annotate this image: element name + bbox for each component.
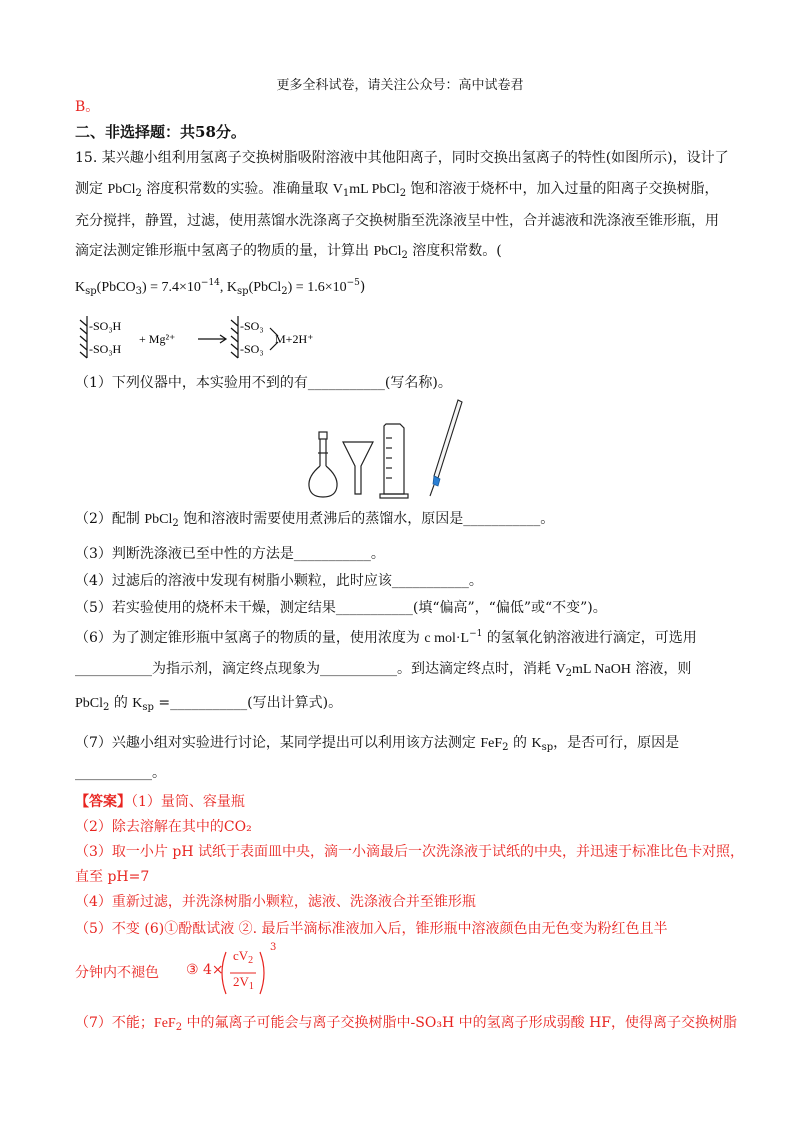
q15-para-3: 充分搅拌，静置，过滤，使用蒸馏水洗涤离子交换树脂至洗涤液呈中性，合并滤液和洗涤液至锥形瓶，用	[75, 213, 719, 229]
answer-2: （2）除去溶解在其中的CO₂	[75, 819, 252, 835]
answer-4: （4）重新过滤，并洗涤树脂小颗粒，滤液、洗涤液合并至锥形瓶	[75, 894, 476, 910]
answer-7: （7）不能；FeF$_2$ 中的氟离子可能会与离子交换树脂中-SO₃H 中的氢离子形成弱酸 HF，使得离子交换树脂	[75, 1015, 737, 1033]
ksp-values: $K_{sp}(PbCO_3) = 7.4\times 10^{-14}$, $K_{sp}(PbCl_2) = 1.6\times 10^{-5}$)	[75, 278, 366, 297]
section-title: 二、非选择题：共58分。	[75, 123, 246, 141]
burette-icon	[430, 400, 462, 496]
answer-3-line-2: 直至 pH=7	[75, 869, 150, 885]
sub-question-3: （3）判断洗涤液已至中性的方法是___________。	[75, 546, 385, 562]
so3-label-2: -SO₃	[240, 342, 264, 356]
so3-label-1: -SO₃	[240, 319, 264, 333]
answer-6-line-2: 分钟内不褪色	[75, 965, 159, 981]
so3h-label-2: -SO₃H	[89, 342, 122, 356]
sub-question-6-line-3: PbCl$_2$ 的 $K_{sp}$ =___________(写出计算式)。	[75, 695, 343, 713]
volumetric-flask-icon	[309, 432, 337, 497]
sub-question-2: （2）配制 PbCl$_2$ 饱和溶液时需要使用煮沸后的蒸馏水，原因是___________。	[75, 511, 555, 529]
page-header: 更多全科试卷，请关注公众号：高中试卷君	[276, 78, 524, 93]
apparatus-illustration	[300, 398, 470, 502]
sub-question-1: （1）下列仪器中，本实验用不到的有___________(写名称)。	[75, 375, 452, 391]
answer-1: 【答案】（1）量筒、容量瓶	[75, 794, 245, 810]
previous-answer: B。	[75, 99, 100, 115]
product-label: M+2H⁺	[275, 332, 314, 346]
so3h-label-1: -SO₃H	[89, 319, 122, 333]
answer-5-6: （5）不变 (6)①酚酞试液 ②. 最后半滴标准液加入后，锥形瓶中溶液颜色由无色变为粉红色且半	[75, 921, 668, 937]
sub-question-7: （7）兴趣小组对实验进行讨论，某同学提出可以利用该方法测定 FeF$_2$ 的 $K_{sp}$，是否可行，原因是	[75, 735, 680, 753]
q15-para-1: 15. 某兴趣小组利用氢离子交换树脂吸附溶液中其他阳离子，同时交换出氢离子的特性(如图所示)，设计了	[75, 150, 729, 166]
sub-question-4: （4）过滤后的溶液中发现有树脂小颗粒，此时应该___________。	[75, 573, 483, 589]
magnesium-ion-label: + Mg²⁺	[139, 332, 176, 346]
funnel-icon	[343, 442, 373, 494]
sub-question-7-blank: ___________。	[75, 765, 166, 781]
ion-exchange-scheme	[75, 312, 335, 362]
ksp-formula: ③ 4× $cV_2$ $2V_1$ 3	[186, 944, 306, 1000]
q15-para-4: 滴定法测定锥形瓶中氢离子的物质的量，计算出 PbCl$_2$ 溶度积常数。(	[75, 243, 502, 261]
q15-para-2: 测定 PbCl$_2$ 溶度积常数的实验。准确量取 $V_1mL$ PbCl$_2$ 饱和溶液于烧杯中，加入过量的阳离子交换树脂，	[75, 181, 719, 199]
sub-question-6-line-2: ___________为指示剂，滴定终点现象为___________。到达滴定终点时，消耗 $V_2mL$ NaOH 溶液，则	[75, 661, 692, 679]
sub-question-6-line-1: （6）为了测定锥形瓶中氢离子的物质的量，使用浓度为 c $mol\cdot L^{-1}$ 的氢氧化钠溶液进行滴定，可选用	[75, 629, 697, 646]
graduated-cylinder-icon	[380, 424, 408, 498]
answer-3-line-1: （3）取一小片 pH 试纸于表面皿中央，滴一小滴最后一次洗涤液于试纸的中央，并迅速于标准比色卡对照，	[75, 844, 744, 860]
sub-question-5: （5）若实验使用的烧杯未干燥，测定结果___________(填“偏高”，“偏低”或“不变”)。	[75, 600, 607, 616]
